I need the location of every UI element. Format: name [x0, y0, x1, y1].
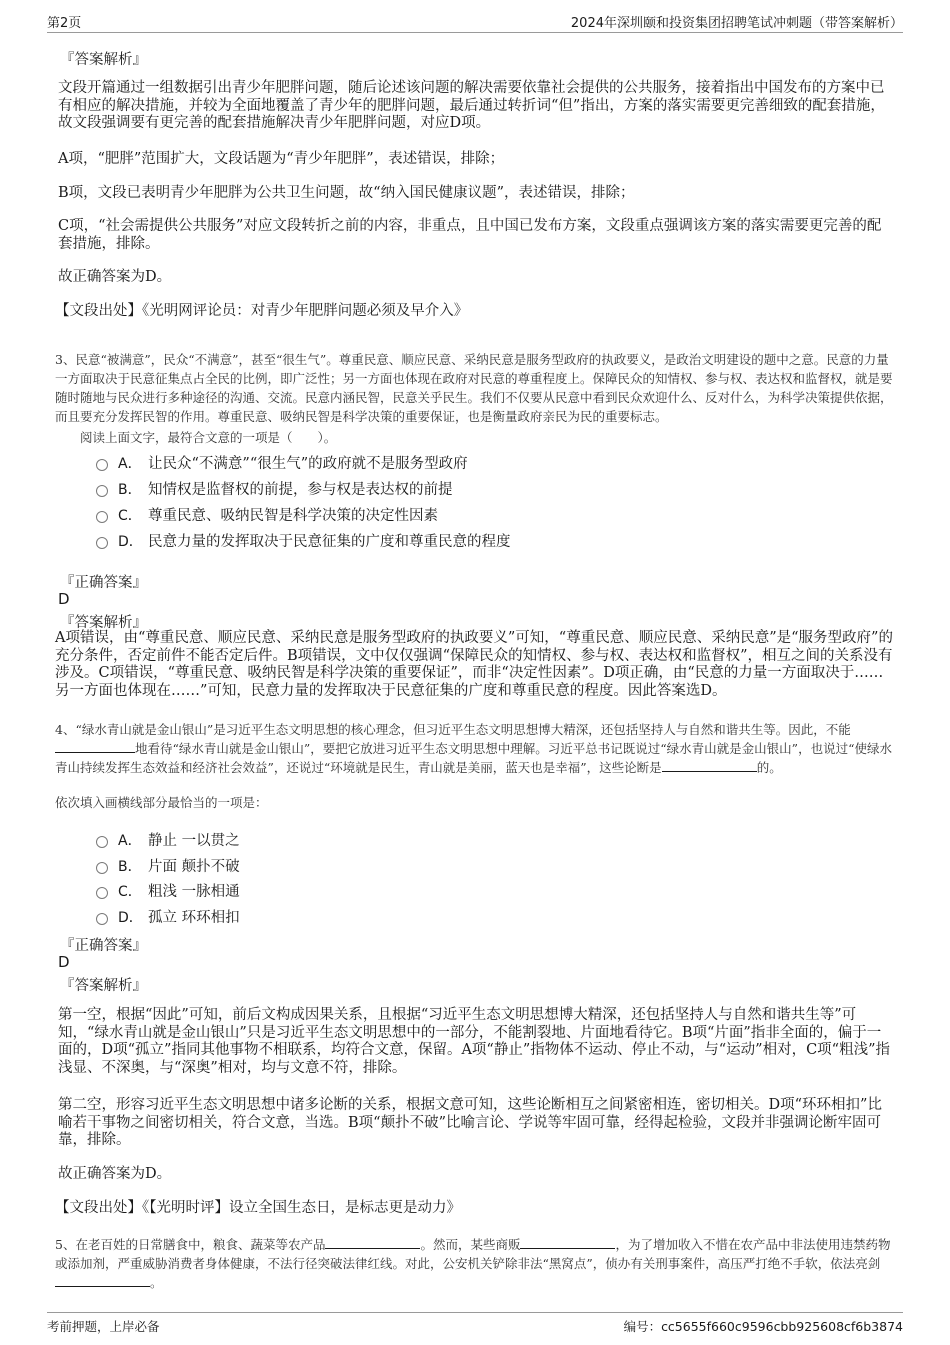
document-title: 2024年深圳颐和投资集团招聘笔试冲刺题（带答案解析） [570, 16, 903, 31]
q4-option-d[interactable]: D． 孤立 环环相扣 [96, 906, 240, 927]
q3-analysis: A项错误，由“尊重民意、顺应民意、采纳民意是服务型政府的执政要义”可知，“尊重民意、顺应民意、采纳民意”是“服务型政府”的充分条件，否定前件不能否定后件。B项错误，文中仅仅强调“保障民众的知情权、参与权、表达权和监督权”，相互之间的关系没有涉及。C项错误，“尊重民意、吸纳民智是科学决策的重要保证”，而非“决定性因素”。D项正确，由“民意的力量一方面取决于……另一方面也体现在……”可知，民意力量的发挥取决于民意征集的广度和尊重民意的程度。因此答案选D。 [55, 630, 893, 699]
q2-conclusion: 故正确答案为D。 [58, 269, 172, 285]
q4-conclusion: 故正确答案为D。 [58, 1166, 172, 1182]
page-number: 第2页 [47, 16, 82, 31]
q4-analysis-para2: 第二空，形容习近平生态文明思想中诸多论断的关系，根据文意可知，这些论断相互之间紧密相连，密切相关。D项“环环相扣”比喻若干事物之间密切相关，符合文意，当选。B项“颠扑不破”比喻言论、学说等牢固可靠，经得起检验，文段并非强调论断牢固可靠，排除。 [58, 1097, 882, 1148]
q2-item-b: B项，文段已表明青少年肥胖为公共卫生问题，故“纳入国民健康议题”，表述错误，排除； [58, 185, 635, 201]
q3-correct-tag: 『正确答案』 [60, 575, 147, 591]
q3-stem: 3、民意“被满意”，民众“不满意”，甚至“很生气”。尊重民意、顺应民意、采纳民意是服务型政府的执政要义，是政治文明建设的题中之意。民意的力量一方面取决于民意征集点占全民的比例，即广泛性；另一方面也体现在政府对民意的尊重程度上。保障民众的知情权、参与权、表达权和监督权，就是要随时随地与民众进行多种途径的沟通、交流。民意内涵民智，民意关乎民生。我们不仅要从民意中看到民众欢迎什么、反对什么，为科学决策提供依据，而且要充分发挥民智的作用。尊重民意、吸纳民智是科学决策的重要保证，也是衡量政府亲民为民的重要标志。 [55, 352, 893, 424]
q2-analysis-para1: 文段开篇通过一组数据引出青少年肥胖问题，随后论述该问题的解决需要依靠社会提供的公共服务，接着指出中国发布的方案中已有相应的解决措施，并较为全面地覆盖了青少年的肥胖问题，最后通过转折词“但”指出，方案的落实需要更完善细致的配套措施，故文段强调要有更完善的配套措施解决青少年肥胖问题，对应D项。 [58, 80, 885, 131]
q5-stem: 5、在老百姓的日常膳食中，粮食、蔬菜等农产品 。然而，某些商贩 ，为了增加收入不惜在农产品中非法使用违禁药物或添加剂，严重威胁消费者身体健康，不法行径突破法律红线。对此，公安机关铲除非法“黑窝点”，侦办有关刑事案件，高压严打绝不手软，依法亮剑。 [55, 1237, 891, 1290]
q2-analysis-tag: 『答案解析』 [60, 52, 147, 68]
blank-line [520, 1236, 615, 1249]
q3-option-b[interactable]: B． 知情权是监督权的前提，参与权是表达权的前提 [96, 478, 453, 499]
q2-source: 【文段出处】《光明网评论员：对青少年肥胖问题必须及早介入》 [55, 303, 469, 319]
radio-icon[interactable] [96, 913, 108, 925]
footer-slogan: 考前押题，上岸必备 [47, 1319, 160, 1334]
page-header [47, 10, 903, 33]
blank-line [662, 759, 757, 772]
blank-line [55, 1274, 150, 1287]
q4-option-c[interactable]: C． 粗浅 一脉相通 [96, 880, 240, 901]
q3-prompt: 阅读上面文字，最符合文意的一项是（ ）。 [80, 430, 337, 445]
radio-icon[interactable] [96, 459, 108, 471]
q3-correct-answer: D [58, 590, 70, 608]
q4-correct-answer: D [58, 953, 70, 971]
q4-option-b[interactable]: B． 片面 颠扑不破 [96, 855, 240, 876]
page-footer [47, 1312, 903, 1335]
document-id: 编号：cc5655f660c9596cbb925608cf6b3874 [623, 1319, 903, 1334]
q2-item-c: C项，“社会需提供公共服务”对应文段转折之前的内容，非重点，且中国已发布方案，文段重点强调该方案的落实需要更完善的配套措施，排除。 [58, 218, 882, 252]
q3-option-a[interactable]: A． 让民众“不满意”“很生气”的政府就不是服务型政府 [96, 452, 468, 473]
q3-analysis-tag: 『答案解析』 [60, 615, 147, 631]
q4-option-a[interactable]: A． 静止 一以贯之 [96, 829, 240, 850]
radio-icon[interactable] [96, 836, 108, 848]
q4-correct-tag: 『正确答案』 [60, 938, 147, 954]
radio-icon[interactable] [96, 887, 108, 899]
q3-option-d[interactable]: D． 民意力量的发挥取决于民意征集的广度和尊重民意的程度 [96, 530, 511, 551]
radio-icon[interactable] [96, 862, 108, 874]
radio-icon[interactable] [96, 511, 108, 523]
q4-prompt: 依次填入画横线部分最恰当的一项是： [55, 795, 268, 810]
q4-analysis-para1: 第一空，根据“因此”可知，前后文构成因果关系，且根据“习近平生态文明思想博大精深，还包括坚持人与自然和谐共生等”可知，“绿水青山就是金山银山”只是习近平生态文明思想中的一部分，不能割裂地、片面地看待它。B项“片面”指非全面的，偏于一面的，D项“孤立”指同其他事物不相联系，均符合文意，保留。A项“静止”指物体不运动、停止不动，与“运动”相对，C项“粗浅”指浅显、不深奥，与“深奥”相对，均与文意不符，排除。 [58, 1007, 890, 1076]
radio-icon[interactable] [96, 537, 108, 549]
q4-source: 【文段出处】《【光明时评】设立全国生态日，是标志更是动力》 [55, 1200, 461, 1216]
q4-stem: 4、“绿水青山就是金山银山”是习近平生态文明思想的核心理念，但习近平生态文明思想博大精深，还包括坚持人与自然和谐共生等。因此，不能地看待“绿水青山就是金山银山”，要把它放进习近平生态文明思想中理解。习近平总书记既说过“绿水青山就是金山银山”，也说过“使绿水青山持续发挥生态效益和经济社会效益”，还说过“环境就是民生，青山就是美丽，蓝天也是幸福”，这些论断是 的。 [55, 722, 892, 775]
q2-item-a: A项，“肥胖”范围扩大，文段话题为“青少年肥胖”，表述错误，排除； [58, 151, 505, 167]
blank-line [325, 1236, 420, 1249]
q3-option-c[interactable]: C． 尊重民意、吸纳民智是科学决策的决定性因素 [96, 504, 438, 525]
blank-line [55, 740, 135, 753]
q4-analysis-tag: 『答案解析』 [60, 978, 147, 994]
radio-icon[interactable] [96, 485, 108, 497]
